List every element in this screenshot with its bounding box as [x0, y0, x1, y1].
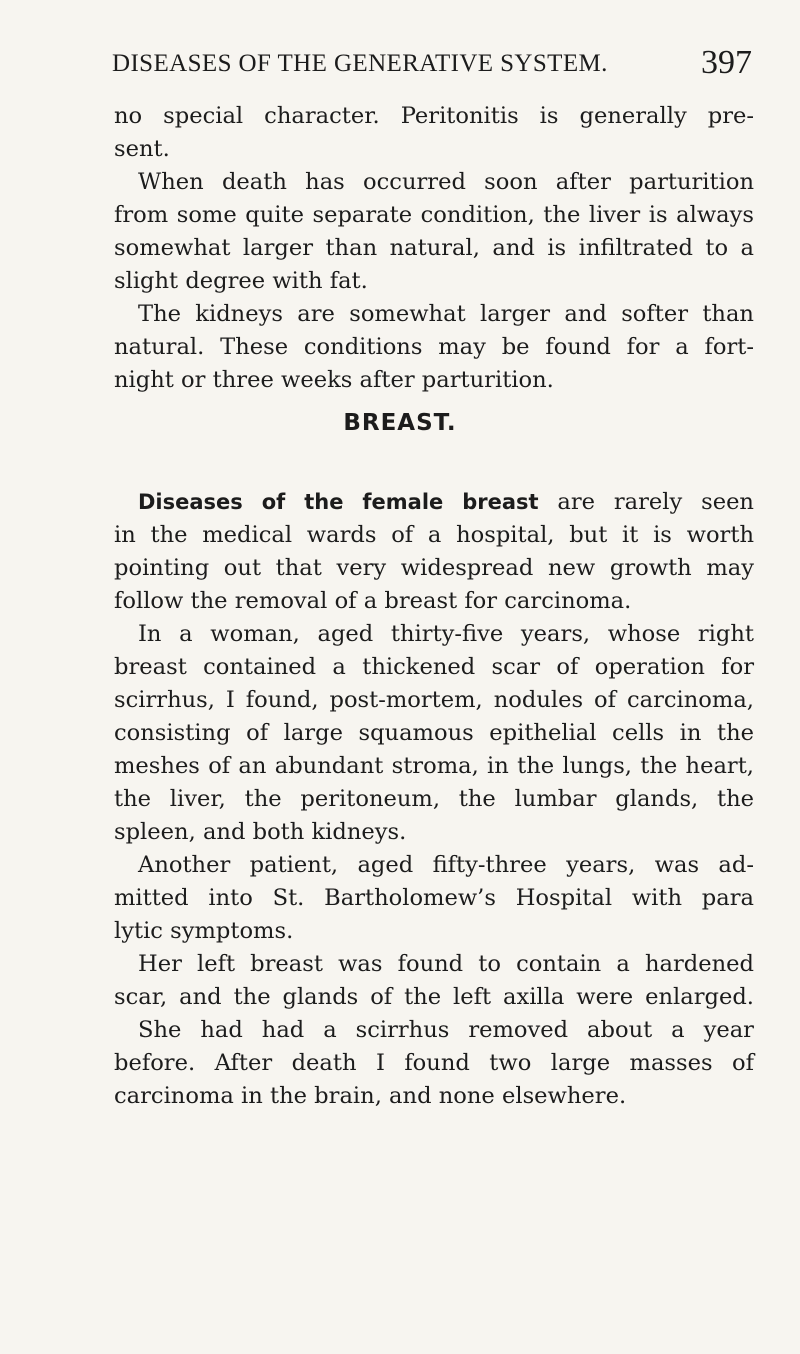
running-head-title: DISEASES OF THE GENERATIVE SYSTEM.: [112, 50, 608, 77]
text-line: before. After death I found two large masses of: [114, 1050, 754, 1076]
text-line: When death has occurred soon after parturition: [138, 169, 754, 195]
text-line: scar, and the glands of the left axilla were enlarged.: [114, 984, 754, 1010]
text-line: Another patient, aged fifty-three years, was ad-: [138, 852, 754, 878]
text-line: follow the removal of a breast for carcinoma.: [114, 588, 632, 614]
text-line: from some quite separate condition, the liver is always: [114, 202, 754, 228]
page-number: 397: [701, 44, 752, 81]
running-head: [112, 44, 752, 90]
text-line: breast contained a thickened scar of operation for: [114, 654, 754, 680]
text-line: sent.: [114, 136, 170, 162]
text-line: night or three weeks after parturition.: [114, 367, 554, 393]
text-line: mitted into St. Bartholomew’s Hospital with para: [114, 885, 754, 911]
text-line-lead: [114, 486, 754, 519]
text-line: in the medical wards of a hospital, but it is worth: [114, 522, 754, 548]
paragraphs-after-heading: [114, 486, 754, 1113]
text-line: somewhat larger than natural, and is infiltrated to a: [114, 235, 754, 261]
text-line: In a woman, aged thirty-five years, whose right: [138, 621, 754, 647]
text-line: natural. These conditions may be found for a fort-: [114, 334, 754, 360]
text-line: The kidneys are somewhat larger and softer than: [138, 301, 754, 327]
text-line: scirrhus, I found, post-mortem, nodules of carcinoma,: [114, 687, 754, 713]
text-line: pointing out that very widespread new growth may: [114, 555, 754, 581]
paragraphs-before-heading: [114, 100, 754, 397]
text-line: no special character. Peritonitis is generally pre-: [114, 103, 754, 129]
text-line: carcinoma in the brain, and none elsewhere.: [114, 1083, 627, 1109]
text-line: spleen, and both kidneys.: [114, 819, 407, 845]
text-line: consisting of large squamous epithelial cells in the: [114, 720, 754, 746]
section-heading: BREAST.: [343, 410, 457, 436]
lead-bold-phrase: Diseases of the female breast: [138, 490, 539, 514]
lead-rest: are rarely seen: [538, 489, 754, 515]
text-line: lytic symptoms.: [114, 918, 294, 944]
text-line: meshes of an abundant stroma, in the lungs, the heart,: [114, 753, 754, 779]
text-line: She had had a scirrhus removed about a year: [138, 1017, 754, 1043]
text-line: the liver, the peritoneum, the lumbar glands, the: [114, 786, 754, 812]
text-line: Her left breast was found to contain a hardened: [138, 951, 754, 977]
text-line: slight degree with fat.: [114, 268, 368, 294]
